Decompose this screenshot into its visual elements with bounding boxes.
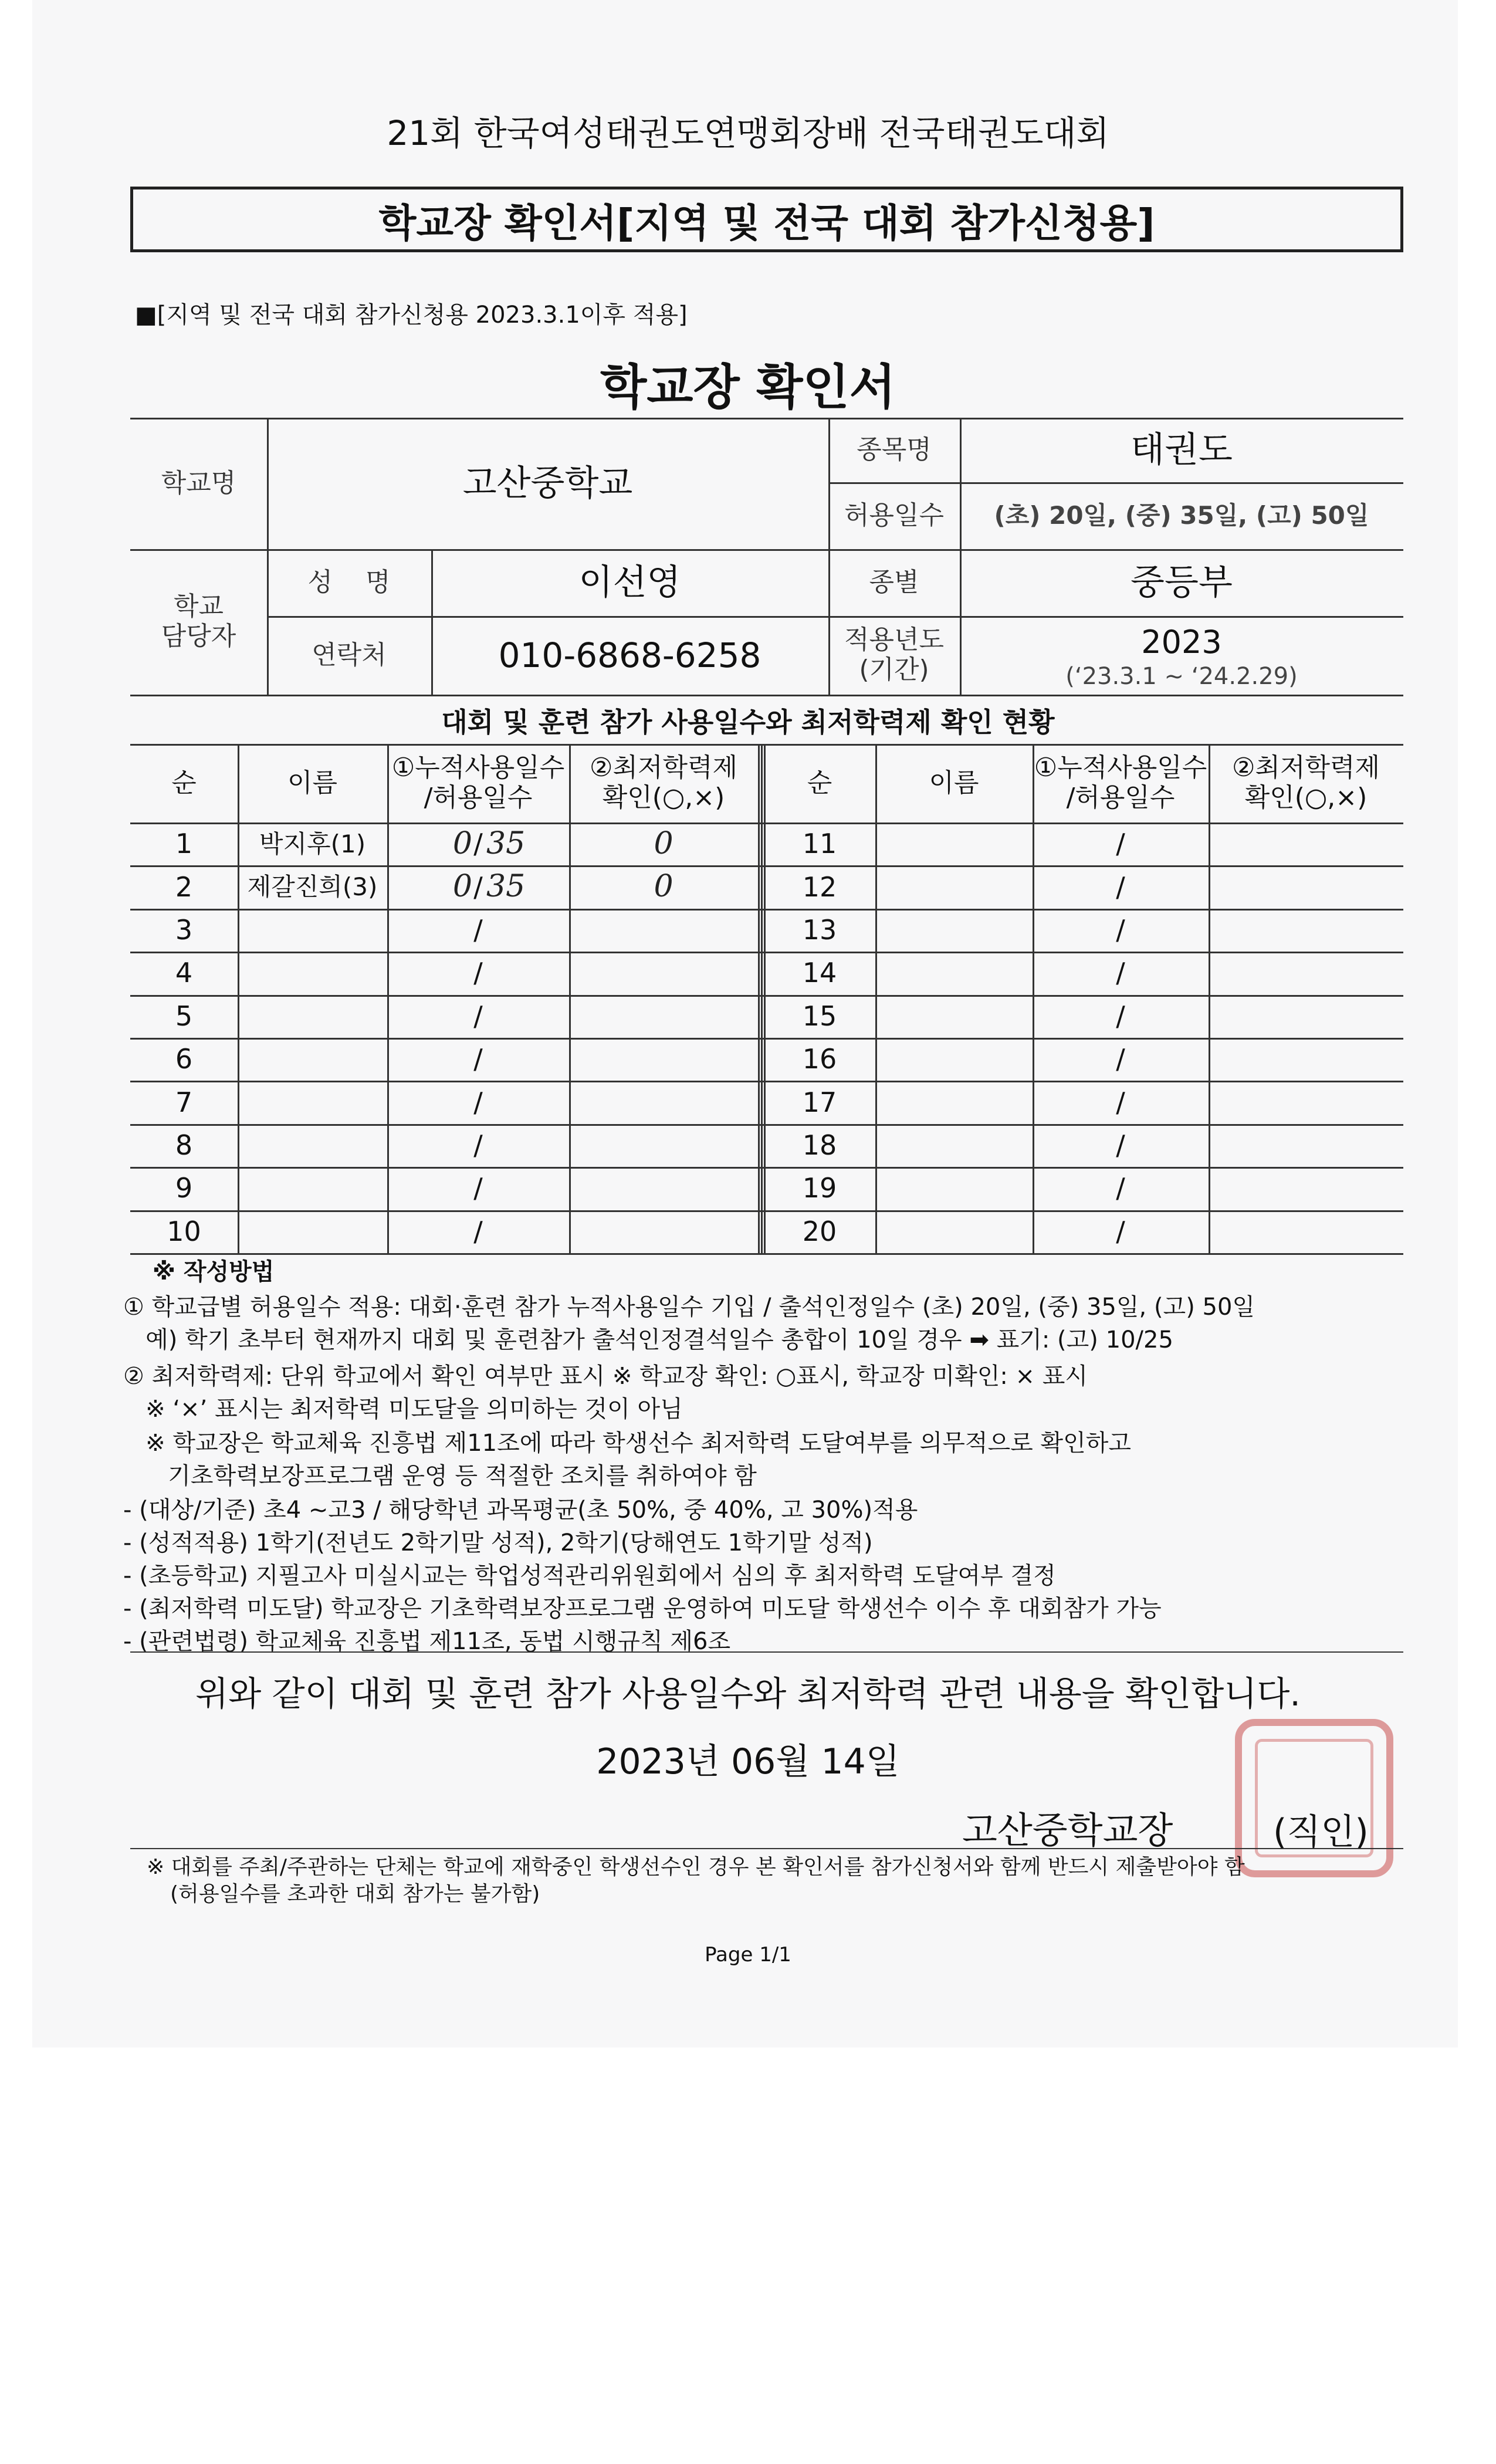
days-slash: / [473,1129,483,1162]
row-number: 5 [175,1000,193,1032]
days-slash: / [473,1215,483,1247]
days-slash: / [1116,828,1125,860]
used-days [1033,952,1115,994]
header-name-1: 이름 [287,767,337,798]
student-name [875,1081,1033,1123]
manager-name: 이선영 [578,561,681,603]
student-name [238,952,387,994]
row-number: 15 [802,1000,837,1032]
instruction-line: ※ 학교장은 학교체육 진흥법 제11조에 따라 학생선수 최저학력 도달여부를 의무적으로 확인하고 [123,1430,1132,1457]
page-number: Page 1/1 [705,1943,791,1967]
academic-check [569,1210,758,1253]
allowed-days [486,952,566,994]
instruction-line: - (초등학교) 지필고사 미실시교는 학업성적관리위원회에서 심의 후 최저학력 도달여부 결정 [123,1562,1056,1589]
instruction-line: ① 학교급별 허용일수 적용: 대회·훈련 참가 누적사용일수 기입 / 출석인정일수 (초) 20일, (중) 35일, (고) 50일 [123,1294,1255,1321]
student-name [875,909,1033,952]
allowed-days [1129,952,1205,994]
student-name [875,1210,1033,1253]
student-name [875,1124,1033,1167]
used-days [387,1038,472,1081]
academic-check [569,1038,758,1081]
student-name [238,1038,387,1081]
row-number: 20 [802,1215,837,1247]
form-box-title: 학교장 확인서[지역 및 전국 대회 참가신청용] [130,187,1403,252]
days-slash: / [1116,914,1125,946]
student-name [238,909,387,952]
instruction-line: ※ ‘×’ 표시는 최저학력 미도달을 의미하는 것이 아님 [123,1396,683,1423]
allowed-days-value: (초) 20일, (중) 35일, (고) 50일 [994,500,1369,530]
used-days [387,952,472,994]
allowed-days [1129,1167,1205,1210]
instruction-line: ※ 작성방법 [153,1258,275,1285]
contact-label: 연락처 [312,639,387,670]
student-name [875,995,1033,1038]
row-number: 6 [175,1043,193,1075]
form-notice: ■[지역 및 전국 대회 참가신청용 2023.3.1이후 적용] [135,302,688,329]
academic-check [569,952,758,994]
row-number: 11 [802,828,837,860]
allowed-days [1129,1038,1205,1081]
name-label: 성 명 [307,567,391,597]
manager-label: 학교 담당자 [161,591,236,651]
event-label: 종목명 [857,434,932,465]
allowed-days [486,1210,566,1253]
days-slash: / [1116,1129,1125,1162]
year-label: 적용년도 (기간) [844,625,944,685]
year-value: 2023 [1141,623,1222,661]
instruction-line: - (최저학력 미도달) 학교장은 기초학력보장프로그램 운영하여 미도달 학생선수 이수 후 대회참가 가능 [123,1595,1162,1622]
row-number: 2 [175,871,193,903]
header-academic-2: ②최저학력제 확인(○,×) [1232,753,1380,813]
student-name: 박지후(1) [259,829,366,858]
school-label: 학교명 [161,468,236,498]
days-slash: / [473,957,483,989]
student-name [875,823,1033,865]
row-number: 7 [175,1086,193,1118]
student-name [238,1081,387,1123]
used-days [1033,865,1115,908]
student-name [238,1210,387,1253]
allowed-days [1129,1124,1205,1167]
allowed-days [486,1038,566,1081]
days-slash: / [473,871,483,903]
academic-check [1209,823,1403,865]
row-number: 10 [167,1215,201,1247]
main-title: 학교장 확인서 [600,360,896,415]
academic-check: 0 [654,869,673,905]
footer-note [147,1854,1245,1908]
row-number: 9 [175,1172,193,1204]
student-name [875,1167,1033,1210]
student-name: 제갈진희(3) [247,872,378,901]
student-name [238,1124,387,1167]
allowed-days [486,995,566,1038]
header-academic-1: ②최저학력제 확인(○,×) [590,753,737,813]
row-number: 19 [802,1172,837,1204]
days-slash: / [473,1172,483,1204]
student-name [238,995,387,1038]
academic-check [569,909,758,952]
used-days [1033,1210,1115,1253]
used-days [1033,909,1115,952]
days-slash: / [1116,1172,1125,1204]
allowed-days [1129,1081,1205,1123]
allowed-days [1129,865,1205,908]
header-days-1: ①누적사용일수 /허용일수 [391,753,565,813]
academic-check [1209,995,1403,1038]
instruction-line: 기초학력보장프로그램 운영 등 적절한 조치를 취하여야 함 [123,1463,757,1490]
used-days [1033,995,1115,1038]
allowed-days: 35 [486,869,526,905]
academic-check [1209,1167,1403,1210]
allowed-days [486,1081,566,1123]
used-days [1033,1081,1115,1123]
days-slash: / [1116,1215,1125,1247]
used-days [1033,823,1115,865]
confirm-statement: 위와 같이 대회 및 훈련 참가 사용일수와 최저학력 관련 내용을 확인합니다. [195,1674,1301,1714]
used-days [387,1210,472,1253]
row-number: 13 [802,914,837,946]
used-days: 0 [452,869,472,905]
student-name [238,1167,387,1210]
header-no-1: 순 [171,767,197,798]
academic-check [1209,1124,1403,1167]
days-slash: / [473,914,483,946]
row-number: 8 [175,1129,193,1162]
division-value: 중등부 [1131,561,1233,603]
allowed-days [486,1167,566,1210]
days-slash: / [473,1000,483,1032]
row-number: 3 [175,914,193,946]
allowed-days [1129,995,1205,1038]
days-slash: / [473,828,483,860]
used-days: 0 [452,825,472,861]
row-number: 18 [802,1129,837,1162]
allowed-days [486,1124,566,1167]
days-slash: / [1116,1086,1125,1118]
student-name [875,952,1033,994]
allowed-days [1129,1210,1205,1253]
instruction-line: - (성적적용) 1학기(전년도 2학기말 성적), 2학기(당해연도 1학기말 성적) [123,1529,873,1556]
school-name: 고산중학교 [462,462,633,504]
header-no-2: 순 [807,767,832,798]
instruction-line: - (관련법령) 학교체육 진흥법 제11조, 동법 시행규칙 제6조 [123,1628,731,1655]
days-slash: / [1116,871,1125,903]
allowed-days [1129,909,1205,952]
used-days [387,1124,472,1167]
days-slash: / [473,1043,483,1075]
footer-line-1: ※ 대회를 주최/주관하는 단체는 학교에 재학중인 학생선수인 경우 본 확인서를 참가신청서와 함께 반드시 제출받아야 함 [147,1855,1245,1879]
grid-title: 대회 및 훈련 참가 사용일수와 최저학력제 확인 현황 [441,706,1055,738]
issue-date: 2023년 06월 14일 [596,1741,900,1782]
contact-value: 010-6868-6258 [498,635,761,675]
days-slash: / [1116,1043,1125,1075]
days-slash: / [473,1086,483,1118]
event-value: 태권도 [1131,429,1233,471]
academic-check: 0 [654,825,673,861]
academic-check [1209,1210,1403,1253]
header-days-2: ①누적사용일수 /허용일수 [1034,753,1207,813]
student-name [875,1038,1033,1081]
academic-check [569,1081,758,1123]
year-period: (‘23.3.1 ~ ‘24.2.29) [1065,662,1298,690]
academic-check [569,1124,758,1167]
academic-check [569,1167,758,1210]
row-number: 14 [802,957,837,989]
used-days [1033,1167,1115,1210]
days-slash: / [1116,1000,1125,1032]
academic-check [1209,952,1403,994]
instruction-line: ② 최저학력제: 단위 학교에서 확인 여부만 표시 ※ 학교장 확인: ○표시, 학교장 미확인: × 표시 [123,1363,1088,1390]
footer-line-2: (허용일수를 초과한 대회 참가는 불가함) [170,1882,540,1906]
allowed-days-label: 허용일수 [844,500,944,530]
used-days [1033,1124,1115,1167]
academic-check [1209,1038,1403,1081]
allowed-days: 35 [486,825,526,861]
row-number: 4 [175,957,193,989]
academic-check [1209,865,1403,908]
instruction-line: - (대상/기준) 초4 ~고3 / 해당학년 과목평균(초 50%, 중 40%, 고 30%)적용 [123,1497,918,1524]
academic-check [569,995,758,1038]
allowed-days [1129,823,1205,865]
division-label: 종별 [869,567,919,597]
row-number: 16 [802,1043,837,1075]
principal-name: 고산중학교장 [962,1809,1173,1852]
row-number: 1 [175,828,193,860]
academic-check [1209,1081,1403,1123]
allowed-days [486,909,566,952]
row-number: 17 [802,1086,837,1118]
used-days [387,1081,472,1123]
academic-check [1209,909,1403,952]
used-days [387,1167,472,1210]
used-days [387,909,472,952]
used-days [387,995,472,1038]
row-number: 12 [802,871,837,903]
seal-label: (직인) [1273,1812,1369,1853]
competition-title: 21회 한국여성태권도연맹회장배 전국태권도대회 [387,113,1109,153]
used-days [1033,1038,1115,1081]
instruction-line: 예) 학기 초부터 현재까지 대회 및 훈련참가 출석인정결석일수 총합이 10일 경우 ➡ 표기: (고) 10/25 [123,1326,1173,1353]
header-name-2: 이름 [929,767,979,798]
student-name [875,865,1033,908]
days-slash: / [1116,957,1125,989]
